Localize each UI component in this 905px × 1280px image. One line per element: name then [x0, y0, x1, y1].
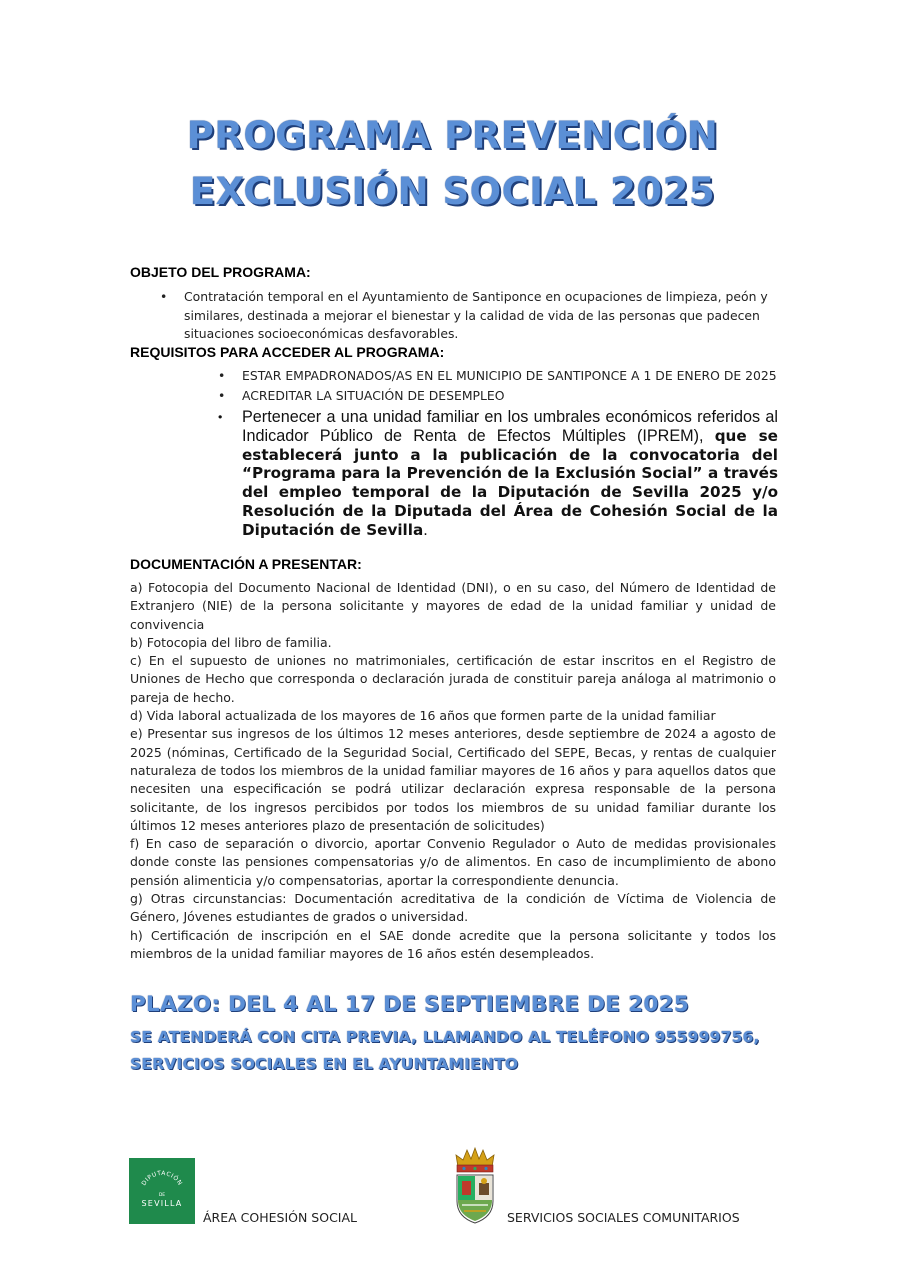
documentacion-heading: DOCUMENTACIÓN A PRESENTAR: — [130, 556, 362, 572]
requisitos-list — [218, 366, 778, 540]
doc-item-g: g) Otras circunstancias: Documentación acreditativa de la condición de Víctima de Violencia de Género, Jóvenes estudiantes de grados o universidad. — [130, 891, 776, 925]
doc-item-b: b) Fotocopia del libro de familia. — [130, 634, 332, 650]
doc-item-d: d) Vida laboral actualizada de los mayores de 16 años que formen parte de la unidad familiar — [130, 708, 716, 724]
title-line-1: PROGRAMA PREVENCIÓN — [186, 114, 719, 157]
doc-item-c: c) En el supuesto de uniones no matrimoniales, certificación de estar inscritos en el Registro de Uniones de Hecho que corresponda o declaración jurada de constituir pareja análoga al matrimonio o pareja de hecho. — [130, 653, 776, 705]
requisito-desempleo: ACREDITAR LA SITUACIÓN DE DESEMPLEO — [242, 388, 505, 403]
bullet-icon: • — [160, 289, 168, 304]
bullet-icon: • — [218, 410, 223, 424]
servicios-sociales-label: SERVICIOS SOCIALES COMUNITARIOS — [507, 1210, 740, 1225]
document-title — [0, 108, 905, 220]
santiponce-crest-icon — [452, 1145, 498, 1225]
title-line-2: EXCLUSIÓN SOCIAL 2025 — [189, 170, 716, 213]
logo-text-de: DE — [158, 1193, 166, 1198]
requisito-item — [218, 408, 778, 540]
doc-item-h: h) Certificación de inscripción en el SAE donde acredite que la persona solicitante y todos los miembros de la unidad familiar mayores de 16 años estén desempleados. — [130, 927, 776, 961]
area-cohesion-label: ÁREA COHESIÓN SOCIAL — [203, 1210, 358, 1225]
doc-item-a: a) Fotocopia del Documento Nacional de Identidad (DNI), o en su caso, del Número de Identidad de Extranjero (NIE) de la persona solicitante y mayores de edad de la unidad familiar y unidad de convivencia — [130, 580, 776, 632]
objeto-heading: OBJETO DEL PROGRAMA: — [130, 264, 311, 280]
objeto-text: Contratación temporal en el Ayuntamiento de Santiponce en ocupaciones de limpieza, peón y similares, destinada a mejorar el bienestar y la calidad de vida de las personas que padecen situaciones socioeconómicas desfavorables. — [184, 289, 768, 342]
requisitos-heading: REQUISITOS PARA ACCEDER AL PROGRAMA: — [130, 344, 445, 360]
plazo-text: PLAZO: DEL 4 AL 17 DE SEPTIEMBRE DE 2025 — [130, 992, 690, 1017]
svg-text:DIPUTACIÓN — [140, 1170, 183, 1187]
requisito-empadronados: ESTAR EMPADRONADOS/AS EN EL MUNICIPIO DE SANTIPONCE A 1 DE ENERO DE 2025 — [242, 368, 777, 383]
bullet-icon: • — [218, 368, 226, 383]
requisito-iprem-end: . — [423, 520, 428, 539]
logo-text-diputacion: DIPUTACIÓN — [140, 1169, 184, 1187]
requisito-item — [218, 386, 778, 406]
requisito-iprem-bold: que se establecerá junto a la publicación de la convocatoria del “Programa para la Prevención de la Exclusión Social” a través del empleo temporal de la Diputación de Sevilla 2025 y/o Resolución de la Diputada del Área de Cohesión Social de la Diputación de Sevilla — [242, 426, 778, 539]
bullet-icon: • — [218, 388, 226, 403]
logo-text-sevilla: SEVILLA — [141, 1199, 183, 1208]
diputacion-sevilla-logo — [129, 1158, 195, 1224]
doc-item-e: e) Presentar sus ingresos de los últimos 12 meses anteriores, desde septiembre de 2024 a agosto de 2025 (nóminas, Certificado de la Seguridad Social, Certificado del SEPE, Becas, y rentas de cualquier naturaleza de todos los miembros de la unidad familiar mayores de 16 años y para aquellos datos que necesiten una especificación se podrá utilizar declaración expresa responsable de la persona solicitante, de los ingresos percibidos por todos los miembros de su unidad familiar durante los últimos 12 meses anteriores plazo de presentación de solicitudes) — [130, 726, 776, 833]
requisito-item — [218, 366, 778, 386]
doc-item-f: f) En caso de separación o divorcio, aportar Convenio Regulador o Auto de medidas provisionales donde conste las pensiones compensatorias y/o de alimentos. En caso de incumplimiento de abono pensión alimenticia y/o compensatorias, aportar la correspondiente denuncia. — [130, 836, 776, 888]
requisito-iprem: Pertenecer a una unidad familiar en los umbrales económicos referidos al Indicador Público de Renta de Efectos Múltiples (IPREM), — [242, 408, 778, 445]
documentacion-list — [130, 579, 776, 963]
cita-previa-text: SE ATENDERÁ CON CITA PREVIA, LLAMANDO AL TELÉFONO 955999756, SERVICIOS SOCIALES EN EL AYUNTAMIENTO — [130, 1028, 760, 1073]
